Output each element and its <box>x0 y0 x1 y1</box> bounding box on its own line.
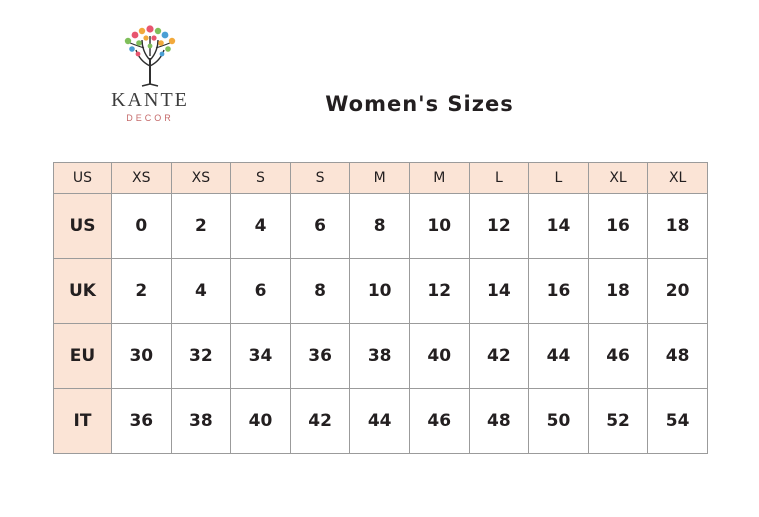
table-cell: 52 <box>588 389 648 454</box>
size-header-cell: M <box>350 163 410 194</box>
table-cell: 44 <box>350 389 410 454</box>
table-cell: 12 <box>469 194 529 259</box>
size-header-cell: XL <box>588 163 648 194</box>
table-cell: 46 <box>588 324 648 389</box>
table-cell: 42 <box>290 389 350 454</box>
table-cell: 48 <box>648 324 708 389</box>
size-header-cell: S <box>231 163 291 194</box>
size-header-cell: L <box>469 163 529 194</box>
size-header-cell: M <box>409 163 469 194</box>
page-title: Women's Sizes <box>325 92 514 116</box>
table-cell: 36 <box>112 389 172 454</box>
table-cell: 54 <box>648 389 708 454</box>
table-cell: 50 <box>529 389 589 454</box>
table-row <box>54 389 708 454</box>
table-cell: 18 <box>648 194 708 259</box>
table-cell: 38 <box>171 389 231 454</box>
table-cell: 30 <box>112 324 172 389</box>
row-label: IT <box>54 389 112 454</box>
table-cell: 4 <box>171 259 231 324</box>
size-table <box>53 162 708 454</box>
table-cell: 36 <box>290 324 350 389</box>
table-cell: 20 <box>648 259 708 324</box>
table-cell: 46 <box>409 389 469 454</box>
table-corner-label: US <box>54 163 112 194</box>
table-row <box>54 259 708 324</box>
table-cell: 18 <box>588 259 648 324</box>
tree-logo-icon <box>98 22 202 90</box>
table-cell: 32 <box>171 324 231 389</box>
table-cell: 16 <box>588 194 648 259</box>
table-cell: 48 <box>469 389 529 454</box>
size-header-cell: XS <box>112 163 172 194</box>
row-label: US <box>54 194 112 259</box>
table-cell: 16 <box>529 259 589 324</box>
table-cell: 6 <box>290 194 350 259</box>
table-cell: 44 <box>529 324 589 389</box>
size-header-cell: L <box>529 163 589 194</box>
table-cell: 34 <box>231 324 291 389</box>
table-cell: 4 <box>231 194 291 259</box>
row-label: UK <box>54 259 112 324</box>
table-row <box>54 194 708 259</box>
size-table-wrapper <box>53 162 707 454</box>
brand-tagline: DECOR <box>126 113 174 123</box>
size-header-cell: XS <box>171 163 231 194</box>
table-cell: 8 <box>350 194 410 259</box>
size-header-cell: S <box>290 163 350 194</box>
table-cell: 2 <box>171 194 231 259</box>
table-cell: 38 <box>350 324 410 389</box>
table-cell: 14 <box>469 259 529 324</box>
table-cell: 6 <box>231 259 291 324</box>
table-cell: 10 <box>350 259 410 324</box>
table-cell: 40 <box>409 324 469 389</box>
table-cell: 8 <box>290 259 350 324</box>
size-header-cell: XL <box>648 163 708 194</box>
table-cell: 14 <box>529 194 589 259</box>
table-row <box>54 324 708 389</box>
table-cell: 0 <box>112 194 172 259</box>
table-header-row <box>54 163 708 194</box>
row-label: EU <box>54 324 112 389</box>
table-cell: 2 <box>112 259 172 324</box>
brand-name: KANTE <box>111 89 189 111</box>
table-cell: 10 <box>409 194 469 259</box>
table-cell: 40 <box>231 389 291 454</box>
table-cell: 12 <box>409 259 469 324</box>
table-cell: 42 <box>469 324 529 389</box>
